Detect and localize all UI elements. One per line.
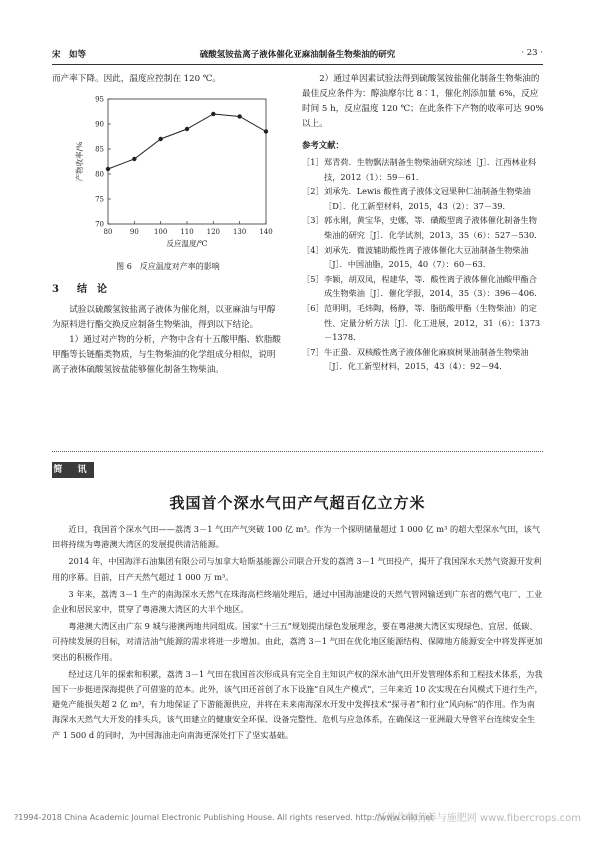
y-tick-label: 75 xyxy=(95,195,104,204)
watermark: 纤维作物营养与施肥网 www.fibercrops.com xyxy=(376,813,581,824)
x-tick-label: 140 xyxy=(259,228,273,236)
data-point xyxy=(185,127,189,131)
reference-number: ［2］ xyxy=(302,186,324,197)
news-paragraph: 经过这几年的探索和积累，荔湾 3－1 气田在我国首次形成具有完全自主知识产权的深水油气田开发管理体系和工程技术体系，为我国下一步挺进深海提供了可借鉴的范本。此外，该气田还首创了水下设施“自风生产模式”，三年来近 10 次实现在台风模式下进行生产，避免产能损失超 2 亿 m³，有力地保证了下游能源供应，并将在未来南海深水开发中发挥技术“探寻者”和行业“风向标”的作用。作为南海深水天然气大开发的排头兵，该气田建立的健康安全环保、设备完整性、危机与应急体系，在确保这一亚洲最大导管平台连续安全生产 1 500 d 的同时，为中国海油走向南海更深处打下了坚实基础。 xyxy=(52,668,543,740)
header-author: 宋 如等 xyxy=(52,50,87,60)
reference-text: 刘承先．微波辅助酸性离子液体催化大豆油制备生物柴油［J］．中国油脂，2015，40（7）：60－63． xyxy=(324,244,529,270)
reference-item xyxy=(302,272,545,301)
news-title: 我国首个深水气田产气超百亿立方米 xyxy=(169,494,426,512)
header-title: 硫酸氢铵盐离子液体催化亚麻油制备生物柴油的研究 xyxy=(199,50,396,60)
reference-item xyxy=(302,301,545,345)
x-tick-label: 90 xyxy=(129,228,139,236)
news-body xyxy=(52,522,543,745)
conclusion-item-2: 2）通过单因素试验法得到硫酸氢铵盐催化制备生物柴油的最佳反应条件为：醇油摩尔比 8∶1，催化剂添加量 6%，反应时间 5 h，反应温度 120 ℃；在此条件下产物的收率可达 90% 以上。 xyxy=(302,74,544,129)
conclusion-paragraph: 试验以硫酸氢铵盐离子液体为催化剂，以亚麻油与甲醇为原料进行酯交换反应制备生物柴油，得到以下结论。 xyxy=(52,305,276,330)
news-paragraph: 粤港澳大湾区由广东 9 城与港澳两地共同组成。国家“十三五”规划提出绿色发展理念，要在粤港澳大湾区实现绿色、宜居、低碳、可持续发展的目标，对清洁油气能源的需求将进一步增加。由此，荔湾 3－1 气田在优化地区能源结构、保障地方能源安全中将发挥更加突出的积极作用。 xyxy=(52,621,543,662)
copyright-text: ?1994-2018 China Academic Journal Electronic Publishing House. All rights reserved. http://www.cnki.net xyxy=(14,813,434,822)
x-tick-label: 100 xyxy=(153,228,168,236)
reference-number: ［7］ xyxy=(302,346,324,357)
reference-item xyxy=(302,243,545,272)
news-badge: 简 讯 xyxy=(52,462,94,478)
left-column xyxy=(52,72,284,378)
x-tick-label: 80 xyxy=(103,228,113,236)
running-header xyxy=(52,48,543,64)
reference-number: ［5］ xyxy=(302,273,324,284)
reference-number: ［6］ xyxy=(302,302,324,313)
x-axis-label: 反应温度/℃ xyxy=(166,239,208,248)
data-point xyxy=(158,137,162,141)
reference-text: 郭永刚，黄宝华，史娜，等．磺酸型离子液体催化制备生物柴油的研究［J］．化学试剂，2013，35（6）：527－530． xyxy=(324,215,543,240)
news-paragraph: 近日，我国首个深水气田——荔湾 3－1 气田产气突破 100 亿 m³。作为一个探明储量超过 1 000 亿 m³ 的超大型深水气田，该气田将持续为粤港澳大湾区的发展提供清洁能源。 xyxy=(52,524,541,550)
y-tick-label: 90 xyxy=(95,120,104,129)
header-rule xyxy=(52,64,543,65)
references-title: 参考文献： xyxy=(302,140,344,150)
y-tick-label: 95 xyxy=(95,95,104,104)
reference-item xyxy=(302,345,545,374)
section-title: 结 论 xyxy=(76,284,107,295)
reference-text: 牛正蛩．双核酸性离子液体催化麻疯树果油制备生物柴油［J］．化工新型材料，2015，43（4）：92－94． xyxy=(324,346,529,372)
y-tick-label: 80 xyxy=(95,170,104,179)
reference-item xyxy=(302,184,545,213)
figure-caption: 图 6 反应温度对产率的影响 xyxy=(116,262,220,271)
reference-text: 刘承先．Lewis 酸性离子液体文冠果种仁油制备生物柴油［D］．化工新型材料，2015，43（2）：37－39． xyxy=(324,186,531,211)
reference-number: ［1］ xyxy=(302,157,324,167)
footer xyxy=(14,813,581,822)
y-tick-label: 85 xyxy=(95,145,104,154)
figure-6 xyxy=(52,89,284,261)
header-page-number: · 23 · xyxy=(521,48,543,58)
yield-series-line xyxy=(108,114,266,169)
data-point xyxy=(106,167,110,171)
x-tick-label: 110 xyxy=(180,228,194,236)
reference-item xyxy=(302,213,545,242)
x-tick-label: 120 xyxy=(206,228,221,236)
reference-number: ［4］ xyxy=(302,244,324,255)
conclusion-item-1: 1）通过对产物的分析，产物中含有十五酸甲酯、软脂酸甲酯等长链酯类物质，与生物柴油的化学组成分相似，说明离子液体硫酸氢铵盐能够催化制备生物柴油。 xyxy=(52,335,281,375)
y-tick-label: 70 xyxy=(95,220,104,229)
section-heading xyxy=(52,282,284,297)
news-paragraph: 2014 年，中国海洋石油集团有限公司与加拿大哈斯基能源公司联合开发的荔湾 3－1 气田投产，揭开了我国深水天然气资源开发利用的序幕。目前，日产天然气超过 1 000 万 m³。 xyxy=(52,556,542,582)
news-paragraph: 3 年来，荔湾 3－1 生产的南海深水天然气在珠海高栏终端处理后，通过中国海油建设的天然气管网输送到广东省的燃气电厂、工业企业和居民家中，贯穿了粤港澳大湾区的大半个地区。 xyxy=(52,588,543,615)
yield-series-points xyxy=(106,112,268,171)
reference-text: 范明明，毛炜陶，杨静，等．脂肪酸甲酯（生物柴油）的定性、定量分析方法［J］．化工进展，2012，31（6）：1373－1378． xyxy=(324,302,541,343)
y-axis-label: 产物收率/% xyxy=(75,141,84,182)
temperature-yield-chart xyxy=(52,89,284,261)
data-point xyxy=(264,129,268,133)
x-tick-label: 130 xyxy=(232,228,247,236)
data-point xyxy=(132,157,136,161)
reference-item xyxy=(302,155,545,184)
data-point xyxy=(237,114,241,118)
reference-list xyxy=(302,155,545,374)
reference-number: ［3］ xyxy=(302,215,324,226)
data-point xyxy=(211,112,215,116)
reference-text: 李颖，胡双凤，程建华，等．酸性离子液体催化油酸甲酯合成生物柴油［J］．催化学报，2014，35（3）：396－406． xyxy=(324,273,543,299)
right-column xyxy=(302,72,545,374)
reference-text: 郑青荷．生物飘法制备生物柴油研究综述［J］．江西林业科技，2012（1）：59－61． xyxy=(324,157,537,182)
section-divider xyxy=(52,451,543,452)
intro-text: 而产率下降。因此，温度应控制在 120 ℃。 xyxy=(52,74,221,84)
chart-ticks xyxy=(95,96,273,237)
section-number: 3 xyxy=(52,284,59,295)
